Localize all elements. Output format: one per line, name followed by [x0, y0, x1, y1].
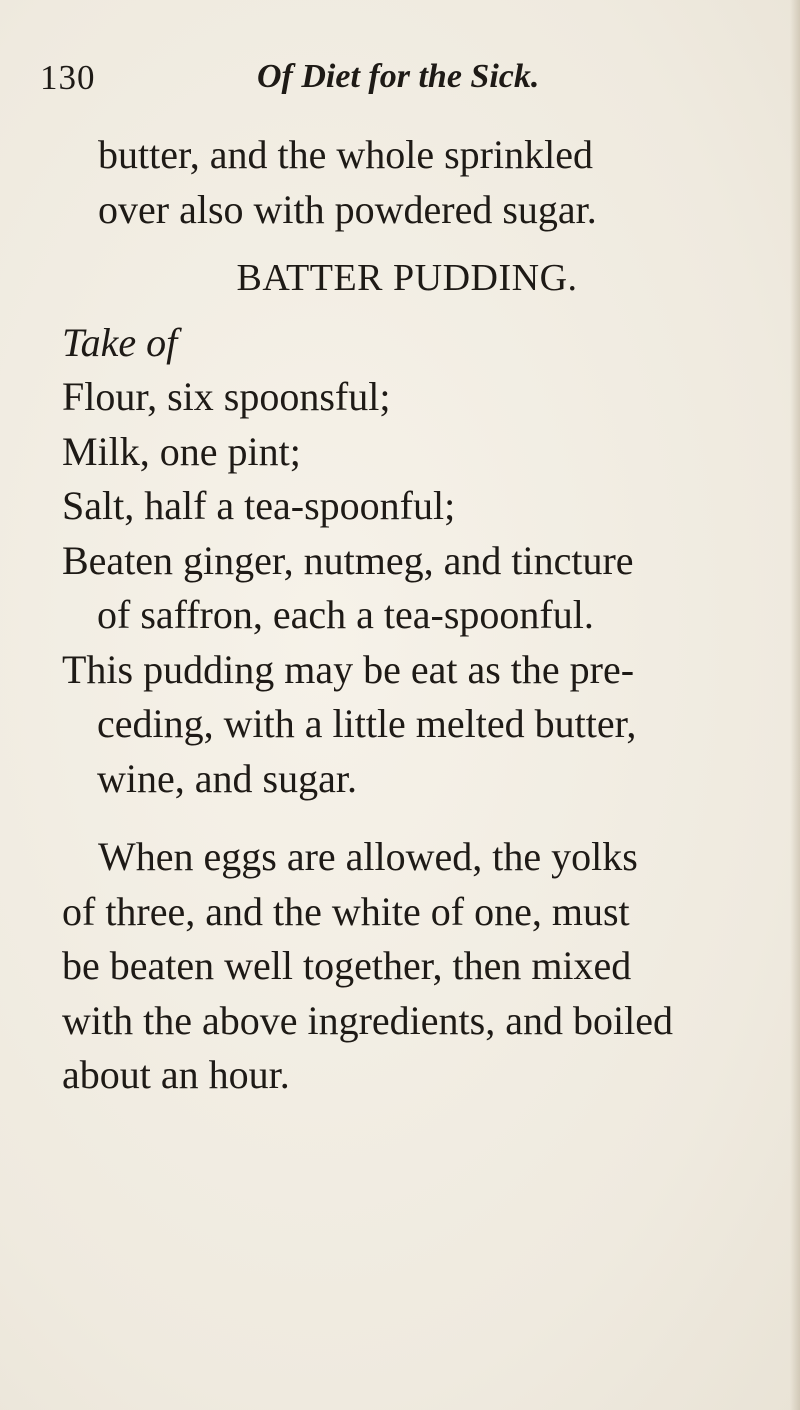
- recipe-heading: BATTER PUDDING.: [236, 257, 578, 299]
- ingredient-line: Flour, six spoonsful;: [62, 374, 391, 419]
- ingredient-line: Milk, one pint;: [62, 428, 301, 474]
- ingredient-line: Beaten ginger, nutmeg, and tincture: [62, 537, 634, 583]
- paragraph-gap: [62, 806, 762, 830]
- serving-line: ceding, with a little melted butter,: [97, 701, 637, 746]
- take-of-label: Take of: [62, 319, 178, 365]
- paragraph-line: When eggs are allowed, the yolks: [98, 834, 638, 879]
- paragraph-line: of three, and the white of one, must: [62, 888, 630, 934]
- serving-line: wine, and sugar.: [97, 755, 357, 801]
- running-title: Of Diet for the Sick.: [257, 58, 540, 95]
- ingredient-line: Salt, half a tea-spoonful;: [62, 483, 456, 528]
- paragraph-line: with the above ingredients, and boiled: [62, 997, 673, 1043]
- ingredient-line: of saffron, each a tea-spoonful.: [97, 592, 594, 637]
- serving-line: This pudding may be eat as the pre-: [62, 646, 635, 692]
- text-line: butter, and the whole sprinkled: [98, 132, 593, 177]
- page-number: 130: [40, 58, 96, 97]
- paragraph-line: be beaten well together, then mixed: [62, 943, 632, 988]
- paragraph-line: about an hour.: [62, 1052, 290, 1097]
- page-edge: [790, 0, 800, 1410]
- running-head: [40, 58, 760, 108]
- page-text: [62, 128, 762, 1103]
- text-line: over also with powdered sugar.: [98, 186, 597, 232]
